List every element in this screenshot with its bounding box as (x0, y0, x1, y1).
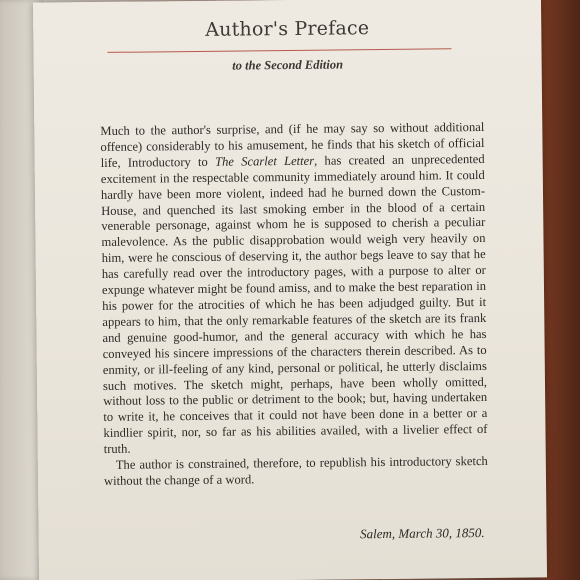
page-title: Author's Preface (205, 17, 370, 41)
paragraph-1 (100, 120, 487, 458)
paragraph-2: The author is constrained, therefore, to republish his introductory sketch without the change of a word. (103, 453, 488, 488)
page-subtitle: to the Second Edition (232, 57, 344, 73)
signature-dateline: Salem, March 30, 1850. (360, 524, 485, 542)
book-page (33, 0, 547, 580)
paragraph-1-before: Much to the author's surprise, and (if he may say so without additional offence) considerably to his amusement, he finds that his sketch of official life, Introductory to (100, 119, 485, 170)
paragraph-1-after: , has created an unprecedented excitement in the respectable community immediately around him. It could hardly have been more violent, indeed had he burned down the Custom-House, and quenched its last smoking ember in the blood of a certain venerable personage, against whom he is supposed to cherish a peculiar malevolence. As the public disapprobation would weigh very heavily on him, were he conscious of deserving it, the author begs leave to say that he has carefully read over the introductory pages, with a purpose to alter or expunge whatever might be found amiss, and to make the best reparation in his power for the atrocities of which he has been adjudged guilty. But it appears to him, that the only remarkable features of the sketch are its frank and genuine good-humor, and the general accuracy with which he has conveyed his sincere impressions of the characters therein described. As to enmity, or ill-feeling of any kind, personal or political, he utterly disclaims such motives. The sketch might, perhaps, have been wholly omitted, without loss to the public or detriment to the book; but, having undertaken to write it, he conceives that it could not have been done in a better or a kindlier spirit, nor, so far as his abilities availed, with a livelier effect of truth. (100, 151, 488, 457)
preface-body (100, 120, 488, 490)
title-divider (107, 48, 451, 53)
book-title-italic: The Scarlet Letter (214, 153, 315, 169)
